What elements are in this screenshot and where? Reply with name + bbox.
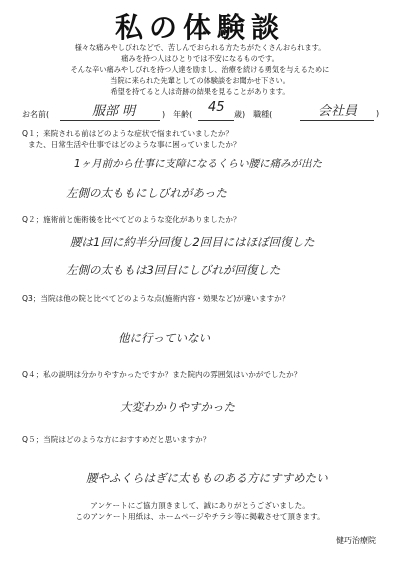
intro-line: そんな辛い痛みやしびれを持つ人達を励まし、治療を続ける勇気を与えるために [70,65,330,74]
question-label: Q５；当院はどのような方におすすめだと思いますか？ [22,435,211,444]
question-1 [22,128,241,150]
respondent-info [22,100,382,122]
page-title: 私の体験談 [114,11,285,44]
answer-1-line-1: 1ヶ月前から仕事に支障になるくらい腰に痛みが出た [74,158,323,170]
age-value: 45 [208,100,225,115]
answer-2-line-2: 左側の太ももは3回目にしびれが回復した [66,263,281,277]
intro-line: 希望を持てると人は奇跡の結果を見ることがあります。 [110,87,290,96]
question-4 [22,369,301,380]
intro-text [0,42,400,97]
job-close: ) [376,109,380,118]
clinic-name: 健巧治療院 [336,536,376,545]
intro-line: 痛みを持つ人はひとりでは不安になるものです。 [121,54,279,63]
job-value: 会社員 [318,104,358,119]
question-3 [22,293,289,304]
name-value: 服部 明 [92,104,136,119]
job-label: 歳) 職種( [234,110,273,119]
question-label: Q２；施術前と施術後を比べてどのような変化がありましたか？ [22,215,241,224]
answer-1-line-2: 左側の太ももにしびれがあった [66,186,227,200]
question-label: Q４；私の説明は分かりやすかったですか？また院内の雰囲気はいかがでしたか？ [22,370,302,379]
answer-2-line-1: 腰は1回に約半分回復し2回目にはほぼ回復した [70,235,315,249]
footer-line: このアンケート用紙は、ホームページやチラシ等に掲載させて頂きます。 [75,512,325,521]
footer-line: アンケートにご協力頂きまして、誠にありがとうございました。 [90,501,310,510]
job-underline [300,120,374,121]
intro-line: 当院に来られた先輩としての体験談をお聞かせ下さい。 [110,76,290,85]
name-label: お名前( [22,110,50,119]
question-label: Q3；当院は他の院と比べてどのような点(施術内容・効果など)が違いますか？ [22,294,290,303]
footer-text [0,500,400,522]
question-label: Q１；来院される前はどのような症状で悩まれていましたか？ [22,129,234,138]
question-2 [22,214,241,225]
intro-line: 様々な痛みやしびれなどで、苦しんでおられる方たちがたくさんおられます。 [74,43,326,52]
answer-3: 他に行っていない [118,331,210,345]
answer-5: 腰やふくらはぎに太もものある方にすすめたい [86,471,328,485]
age-label: ) 年齢( [162,110,193,119]
name-underline [60,120,160,121]
question-5 [22,434,210,445]
age-underline [198,120,234,121]
answer-4: 大変わかりやすかった [120,400,235,414]
question-label-2: また、日常生活や仕事ではどのような事に困っていましたか？ [28,140,241,149]
